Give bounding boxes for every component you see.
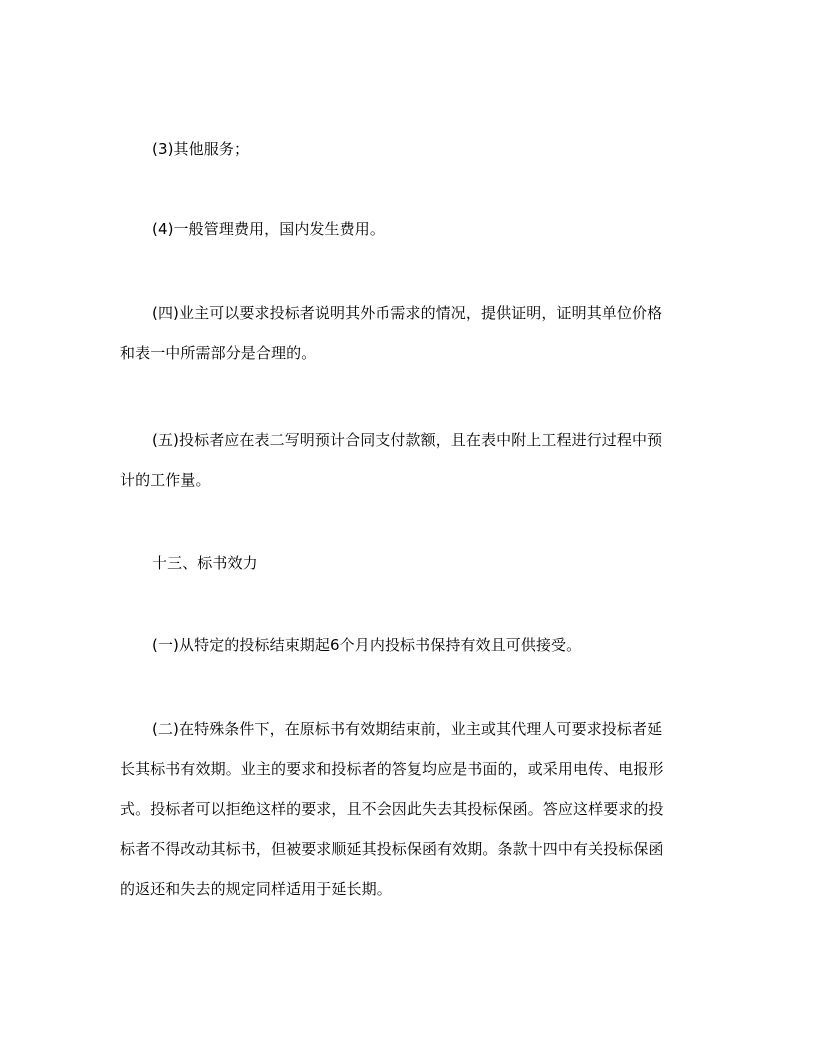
paragraph-validity-period: [120, 628, 696, 662]
text-line: (3)其他服务；: [152, 140, 250, 158]
text-line: (一)从特定的投标结束期起6个月内投标书保持有效且可供接受。: [152, 636, 582, 654]
text-line: 长其标书有效期。业主的要求和投标者的答复均应是书面的，或采用电传、电报形: [120, 760, 664, 778]
paragraph-foreign-currency: [120, 296, 696, 370]
text-line: (五)投标者应在表二写明预计合同支付款额，且在表中附上工程进行过程中预: [152, 431, 663, 449]
heading-text: 十三、标书效力: [152, 554, 258, 572]
text-line: 计的工作量。: [120, 471, 211, 489]
text-line: (4)一般管理费用，国内发生费用。: [152, 220, 385, 238]
paragraph-payment-estimate: [120, 423, 696, 497]
text-line: 式。投标者可以拒绝这样的要求，且不会因此失去其投标保函。答应这样要求的投: [120, 800, 664, 818]
paragraph-general-management: [120, 212, 696, 246]
paragraph-other-services: [120, 132, 696, 166]
text-line: (四)业主可以要求投标者说明其外币需求的情况，提供证明，证明其单位价格: [152, 304, 663, 322]
text-line: 的返还和失去的规定同样适用于延长期。: [120, 880, 392, 898]
text-line: 和表一中所需部分是合理的。: [120, 344, 317, 362]
paragraph-extension: [120, 712, 696, 906]
section-heading-bid-validity: [120, 546, 696, 580]
text-line: 标者不得改动其标书，但被要求顺延其投标保函有效期。条款十四中有关投标保函: [120, 840, 664, 858]
text-line: (二)在特殊条件下，在原标书有效期结束前，业主或其代理人可要求投标者延: [152, 720, 663, 738]
